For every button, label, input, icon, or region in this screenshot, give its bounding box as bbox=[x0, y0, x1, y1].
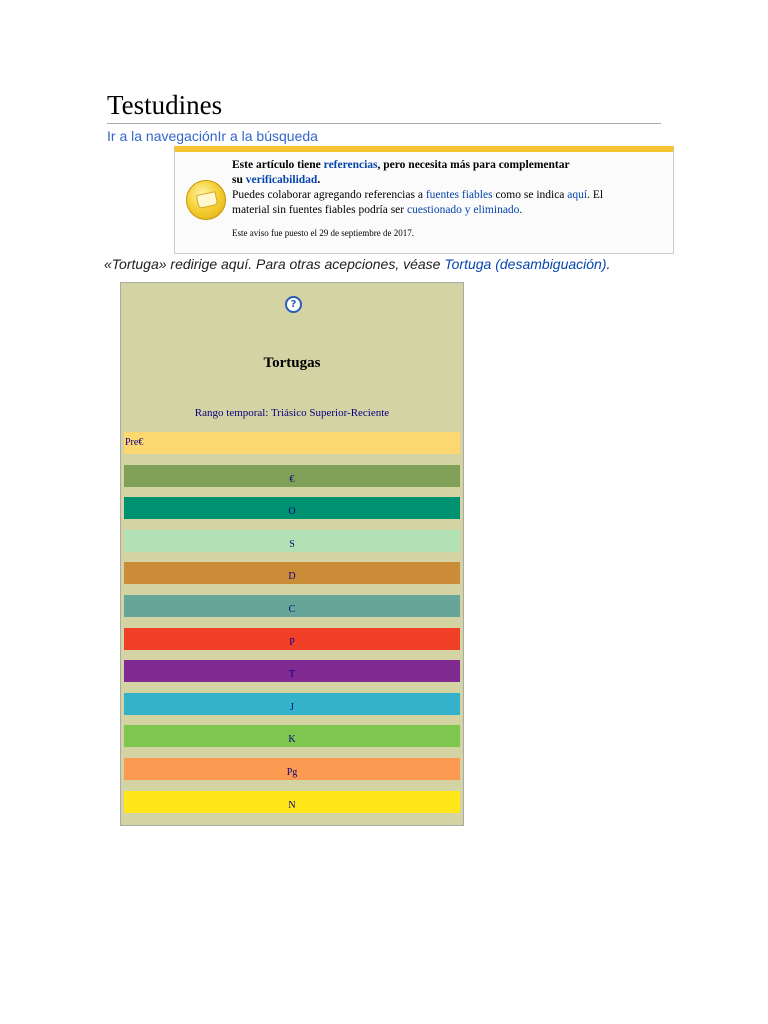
jump-to-navigation-link[interactable]: Ir a la navegación bbox=[107, 128, 218, 144]
period-bar-6[interactable]: C bbox=[124, 595, 460, 617]
notice-line1-suffix: , pero necesita más para complementar bbox=[377, 159, 570, 171]
jump-links bbox=[107, 128, 318, 144]
taxon-name: Tortugas bbox=[263, 355, 321, 371]
notice-line1-text: Este artículo tiene bbox=[232, 159, 324, 171]
jump-to-search-link[interactable]: Ir a la búsqueda bbox=[217, 128, 318, 144]
period-bar-1[interactable]: Pre€ bbox=[124, 432, 460, 454]
hatnote-text: «Tortuga» redirige aquí. Para otras acepciones, véase bbox=[104, 256, 445, 272]
notice-text bbox=[232, 158, 652, 241]
book-badge-icon bbox=[186, 180, 226, 220]
notice-line4-suffix: . bbox=[519, 204, 523, 216]
notice-line2-text: su bbox=[232, 174, 246, 186]
period-bar-4[interactable]: S bbox=[124, 530, 460, 552]
period-bar-5[interactable]: D bbox=[124, 562, 460, 584]
referencias-link[interactable]: referencias bbox=[323, 159, 378, 171]
period-bar-9[interactable]: J bbox=[124, 693, 460, 715]
period-bar-2[interactable]: € bbox=[124, 465, 460, 487]
title-divider bbox=[107, 123, 661, 124]
period-bar-11[interactable]: Pg bbox=[124, 758, 460, 780]
period-bar-10[interactable]: K bbox=[124, 725, 460, 747]
disambiguation-link[interactable]: Tortuga (desambiguación) bbox=[444, 256, 607, 272]
period-bar-3[interactable]: O bbox=[124, 497, 460, 519]
aqui-link[interactable]: aquí bbox=[567, 189, 588, 201]
notice-line4-text: material sin fuentes fiables podría ser bbox=[232, 204, 407, 216]
page-title: Testudines bbox=[107, 90, 223, 120]
fuentes-fiables-link[interactable]: fuentes fiables bbox=[425, 189, 493, 201]
notice-line3-suffix: . El bbox=[587, 189, 604, 201]
period-bar-7[interactable]: P bbox=[124, 628, 460, 650]
notice-date: Este aviso fue puesto el 29 de septiembre de 2017. bbox=[232, 228, 414, 238]
hatnote-suffix: . bbox=[606, 256, 611, 272]
hatnote bbox=[104, 256, 610, 272]
period-bar-12[interactable]: N bbox=[124, 791, 460, 813]
references-notice-box bbox=[174, 146, 674, 254]
notice-line3-mid: como se indica bbox=[492, 189, 568, 201]
help-icon[interactable]: ? bbox=[285, 296, 302, 313]
notice-line2-suffix: . bbox=[317, 174, 321, 186]
verificabilidad-link[interactable]: verificabilidad bbox=[245, 174, 318, 186]
taxobox bbox=[120, 282, 464, 826]
notice-line3-text: Puedes colaborar agregando referencias a bbox=[232, 189, 426, 201]
temporal-range-link[interactable]: Rango temporal: Triásico Superior-Reciente bbox=[194, 407, 390, 419]
period-bar-8[interactable]: T bbox=[124, 660, 460, 682]
cuestionado-link[interactable]: cuestionado y eliminado bbox=[407, 204, 520, 216]
